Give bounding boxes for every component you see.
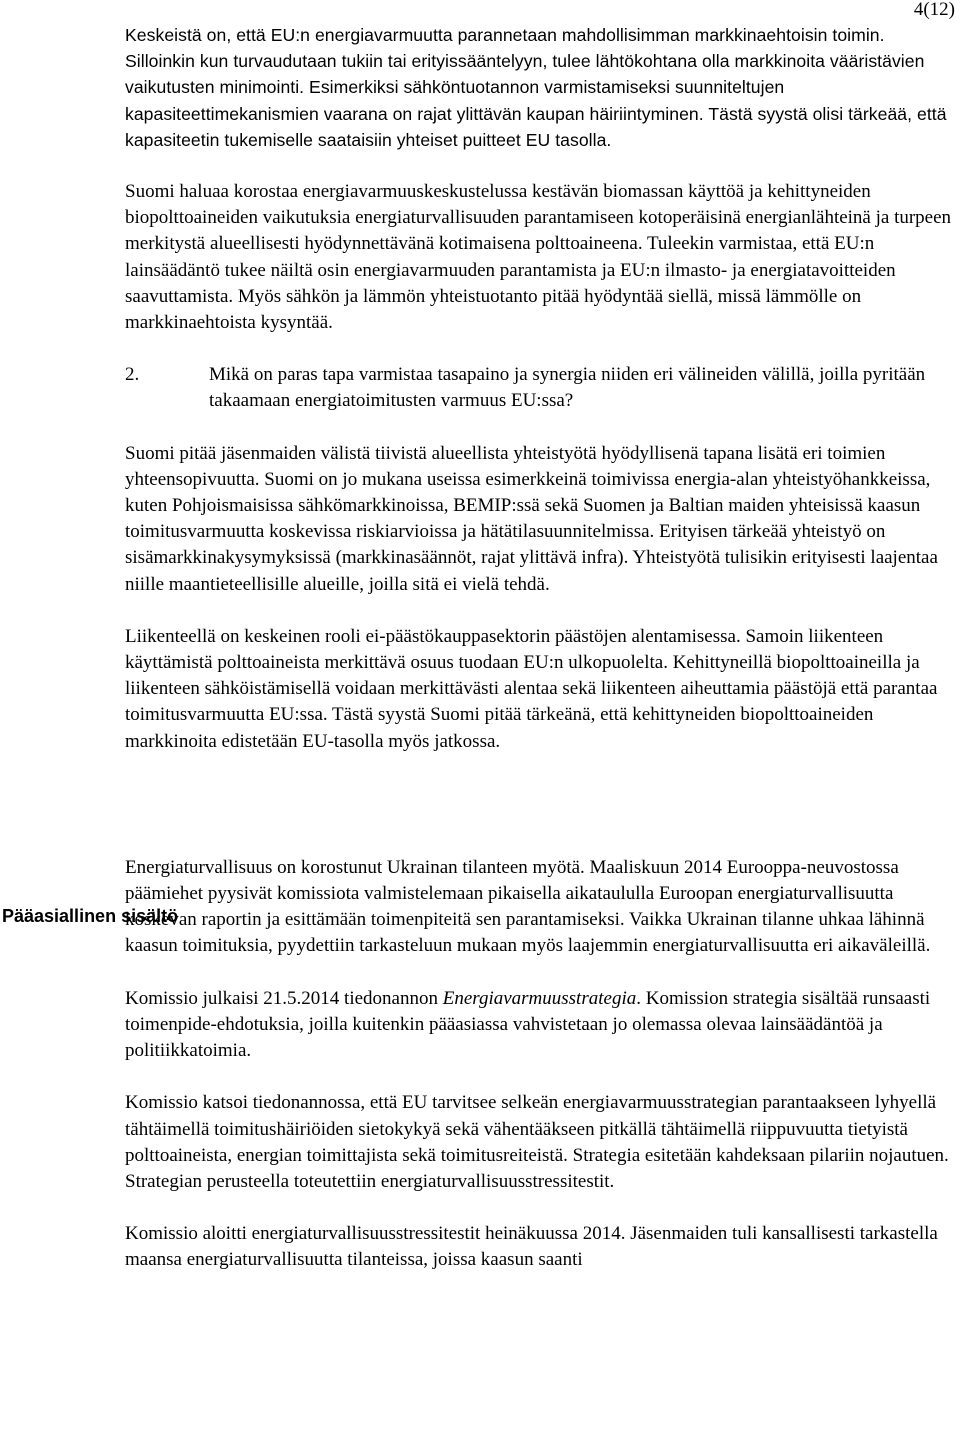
section-heading-main-content: Pääasiallinen sisältö bbox=[2, 906, 179, 926]
paragraph-commission-strategy bbox=[125, 986, 957, 1065]
strategy-title-italic: Energiavarmuusstrategia bbox=[442, 987, 637, 1009]
paragraph-market-based-measures: Keskeistä on, että EU:n energiavarmuutta parannetaan mahdollisimman markkinaehtoisin toimin. Silloinkin kun turvaudutaan tukiin tai erityissääntelyyn, tulee lähtökohtana olla markkinoita vääristävien vaikutusten minimointi. Esimerkiksi sähköntuotannon varmistamiseksi suunniteltujen kapasiteettimekanismien vaarana on rajat ylittävän kaupan häiriintyminen. Tästä syystä olisi tärkeää, että kapasiteetin tukemiselle saataisiin yhteiset puitteet EU tasolla. bbox=[125, 25, 947, 150]
paragraph-transport: Liikenteellä on keskeinen rooli ei-päästökauppasektorin päästöjen alentamisessa. Samoin liikenteen käyttämistä polttoaineista merkittävä osuus tuodaan EU:n ulkopuolelta. Kehittyneillä biopolttoaineilla ja liikenteen sähköistämisellä voidaan merkittävästi alentaa sekä liikenteen aiheuttamia päästöjä että parantaa toimitusvarmuutta EU:ssa. Tästä syystä Suomi pitää tärkeänä, että kehittyneiden biopolttoaineiden markkinoita edistetään EU-tasolla myös jatkossa. bbox=[125, 625, 938, 752]
paragraph-stress-tests: Komissio aloitti energiaturvallisuusstressitestit heinäkuussa 2014. Jäsenmaiden tuli kansallisesti tarkastella maansa energiaturvallisuutta tilanteissa, joissa kaasun saanti bbox=[125, 1223, 938, 1271]
section-spacer bbox=[125, 755, 957, 855]
strategy-text-after: . Komission strategia sisältää runsaasti toimenpide-ehdotuksia, joilla kuitenkin pääasiassa vahvistetaan jo olemassa olevaa lainsäädäntöä ja politiikkatoimia. bbox=[125, 987, 931, 1062]
strategy-text-before: Komissio julkaisi 21.5.2014 tiedonannon bbox=[125, 987, 443, 1009]
question-number: 2. bbox=[125, 364, 140, 386]
paragraph-ukraine-situation: Energiaturvallisuus on korostunut Ukrainan tilanteen myötä. Maaliskuun 2014 Eurooppa-neuvostossa päämiehet pyysivät komissiota valmistelemaan pikaisella aikataululla Euroopan energiaturvallisuutta koskevan raportin ja esittämään toimenpiteitä sen parantamiseksi. Vaikka Ukrainan tilanne uhkaa lähinnä kaasun toimituksia, pyydettiin tarkasteluun mukaan myös laajemmin energiaturvallisuutta eri aikaväleillä. bbox=[125, 856, 931, 957]
question-block bbox=[125, 362, 957, 414]
page-number: 4(12) bbox=[913, 0, 955, 20]
document-body bbox=[125, 22, 957, 1274]
paragraph-regional-cooperation: Suomi pitää jäsenmaiden välistä tiivistä alueellista yhteistyötä hyödyllisenä tapana lisätä eri toimien yhteensopivuutta. Suomi on jo mukana useissa esimerkkeinä toimivissa energia-alan yhteistyöhankkeissa, kuten Pohjoismaisissa sähkömarkkinoissa, BEMIP:ssä sekä Suomen ja Baltian maiden yhteisissä kaasun toimitusvarmuutta koskevissa riskiarvioissa ja hätätilasuunnitelmissa. Erityisen tärkeää yhteistyö on sisämarkkinakysymyksissä (markkinasäännöt, rajat ylittävä infra). Yhteistyötä tulisikin erityisesti laajentaa niille maantieteellisille alueille, joilla sitä ei vielä tehdä. bbox=[125, 442, 938, 595]
question-text: Mikä on paras tapa varmistaa tasapaino ja synergia niiden eri välineiden välillä, joilla pyritään takaamaan energiatoimitusten varmuus EU:ssa? bbox=[209, 364, 926, 412]
paragraph-strategy-pillars: Komissio katsoi tiedonannossa, että EU tarvitsee selkeän energiavarmuusstrategian parantaakseen lyhyellä tähtäimellä toimitushäiriöiden sietokykyä sekä vähentääkseen pitkällä tähtäimellä riippuvuutta tietyistä polttoaineista, energian toimittajista sekä toimitusreiteistä. Strategia esitetään kahdeksaan pilariin nojautuen. Strategian perusteella toteutettiin energiaturvallisuusstressitestit. bbox=[125, 1092, 949, 1192]
paragraph-bioenergy: Suomi haluaa korostaa energiavarmuuskeskustelussa kestävän biomassan käyttöä ja kehittyneiden biopolttoaineiden vaikutuksia energiaturvallisuuden parantamiseen kotoperäisinä energianlähteinä ja turpeen merkitystä alueellisesti hyödynnettävänä kotimaisena polttoaineena. Tuleekin varmistaa, että EU:n lainsäädäntö tukee näiltä osin energiavarmuuden parantamista ja EU:n ilmasto- ja energiatavoitteiden saavuttamista. Myös sähkön ja lämmön yhteistuotanto pitää hyödyntää siellä, missä lämmölle on markkinaehtoista kysyntää. bbox=[125, 181, 952, 334]
